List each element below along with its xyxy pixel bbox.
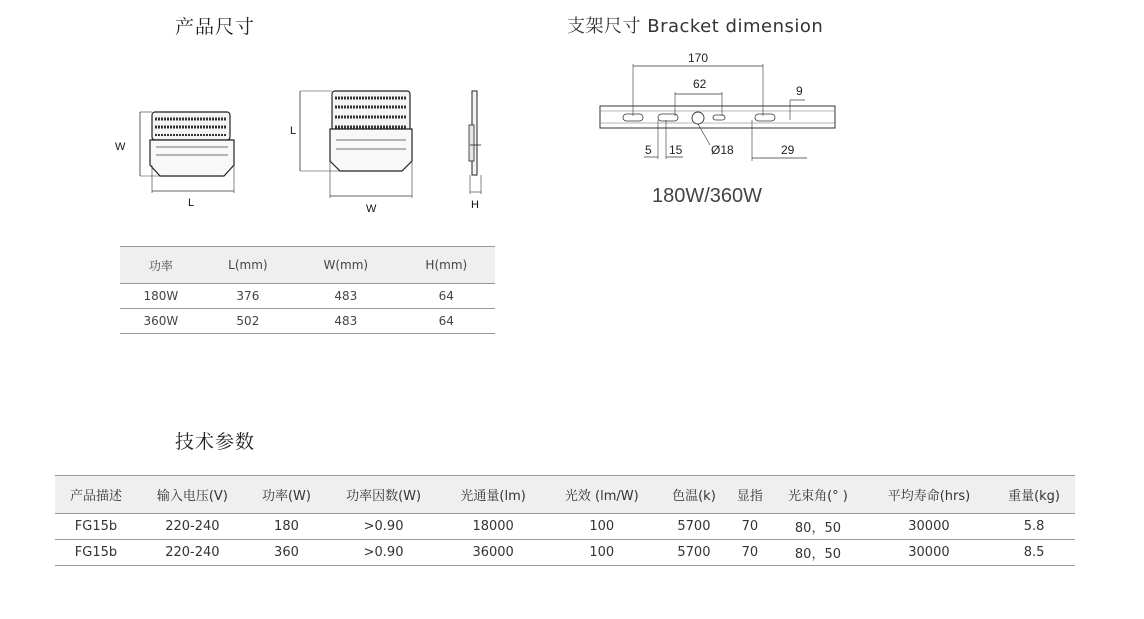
spec-header-lifetime: 平均寿命(hrs)	[865, 476, 993, 514]
dim-170: 170	[688, 51, 709, 65]
drawing-180w-front	[115, 112, 234, 209]
table-row	[120, 309, 495, 334]
spec-cell: 70	[729, 540, 772, 566]
size-cell: 360W	[120, 309, 202, 334]
size-cell: 64	[398, 309, 495, 334]
spec-cell: >0.90	[325, 514, 442, 540]
size-table	[120, 246, 495, 334]
spec-header-power: 功率(W)	[248, 476, 325, 514]
dim-diameter-18: Ø18	[711, 143, 734, 157]
spec-table-header-row	[55, 476, 1075, 514]
tech-params-title: 技术参数	[175, 431, 256, 453]
spec-cell: 5700	[659, 540, 728, 566]
spec-cell: 100	[544, 514, 659, 540]
size-cell: 483	[294, 309, 398, 334]
size-header-h: H(mm)	[398, 247, 495, 284]
spec-cell: 80，50	[771, 540, 865, 566]
drawing-360w-front	[290, 91, 412, 215]
size-cell: 483	[294, 284, 398, 309]
spec-cell: 5.8	[993, 514, 1075, 540]
product-drawings	[110, 85, 500, 215]
fig3-h-label: H	[471, 199, 479, 211]
spec-header-weight: 重量(kg)	[993, 476, 1075, 514]
spec-cell: 30000	[865, 540, 993, 566]
size-header-l: L(mm)	[202, 247, 294, 284]
spec-cell: FG15b	[55, 540, 137, 566]
spec-header-color-temp: 色温(k)	[659, 476, 728, 514]
spec-cell: 5700	[659, 514, 728, 540]
product-size-title: 产品尺寸	[175, 16, 256, 38]
size-table-header-row	[120, 247, 495, 284]
spec-cell: 18000	[442, 514, 544, 540]
spec-cell: 36000	[442, 540, 544, 566]
size-header-w: W(mm)	[294, 247, 398, 284]
table-row	[120, 284, 495, 309]
dim-9: 9	[796, 84, 803, 98]
size-cell: 502	[202, 309, 294, 334]
size-cell: 180W	[120, 284, 202, 309]
spec-cell: 180	[248, 514, 325, 540]
spec-header-cri: 显指	[729, 476, 772, 514]
bracket-drawing	[595, 50, 845, 168]
table-row	[55, 540, 1075, 566]
spec-header-luminous-flux: 光通量(lm)	[442, 476, 544, 514]
spec-cell: 30000	[865, 514, 993, 540]
spec-cell: 220-240	[137, 514, 248, 540]
spec-header-power-factor: 功率因数(W)	[325, 476, 442, 514]
spec-header-description: 产品描述	[55, 476, 137, 514]
spec-cell: FG15b	[55, 514, 137, 540]
spec-cell: 220-240	[137, 540, 248, 566]
size-cell: 376	[202, 284, 294, 309]
spec-header-input-voltage: 输入电压(V)	[137, 476, 248, 514]
spec-table	[55, 475, 1075, 566]
spec-cell: 70	[729, 514, 772, 540]
spec-cell: 80，50	[771, 514, 865, 540]
size-header-power: 功率	[120, 247, 202, 284]
dim-5: 5	[645, 143, 652, 157]
size-cell: 64	[398, 284, 495, 309]
dim-62: 62	[693, 77, 707, 91]
spec-header-efficacy: 光效 (lm/W)	[544, 476, 659, 514]
spec-cell: 100	[544, 540, 659, 566]
fig1-w-label: W	[115, 141, 126, 153]
dim-29: 29	[781, 143, 795, 157]
bracket-dimension-title: 支架尺寸 Bracket dimension	[567, 16, 824, 37]
spec-cell: >0.90	[325, 540, 442, 566]
spec-cell: 360	[248, 540, 325, 566]
table-row	[55, 514, 1075, 540]
dim-15: 15	[669, 143, 683, 157]
fig1-l-label: L	[188, 197, 195, 209]
fig2-l-label: L	[290, 125, 297, 137]
fig2-w-label: W	[366, 203, 377, 215]
spec-cell: 8.5	[993, 540, 1075, 566]
bracket-power-label: 180W/360W	[652, 185, 763, 207]
drawing-side-view	[469, 91, 481, 211]
spec-header-beam-angle: 光束角(° )	[771, 476, 865, 514]
